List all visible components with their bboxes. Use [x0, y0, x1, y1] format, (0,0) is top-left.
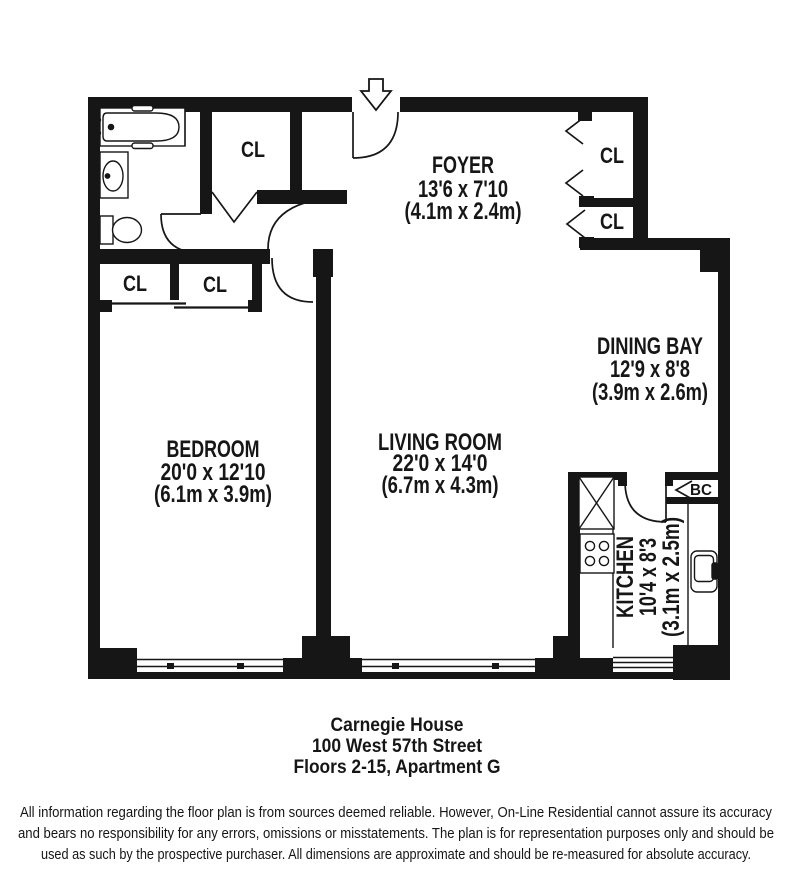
kitchen-dim-imperial: 10'4 x 8'3: [635, 511, 662, 616]
wall-right: [718, 238, 730, 680]
wall-hall-closet-right: [290, 112, 302, 192]
living-room-dim-imperial: 22'0 x 14'0: [392, 450, 488, 477]
stove-burner: [599, 556, 608, 565]
building-address: 100 West 57th Street: [312, 736, 483, 757]
bathtub-grab-bar: [132, 143, 153, 149]
building-name: Carnegie House: [330, 715, 464, 736]
wall-bottom-sill: [88, 672, 730, 679]
stove-burner: [599, 541, 608, 550]
bathtub: [97, 106, 186, 149]
disclaimer-line-2: and bears no responsibility for any errors, omissions or misstatements. The plan is for representation purposes only and should be: [18, 826, 774, 842]
foyer-label: FOYER: [432, 152, 494, 179]
disclaimer-line-3: used as such by the prospective purchaser. All dimensions are approximate and should be re-measured for absolute accuracy.: [41, 847, 751, 863]
closet-label-foyer-2: CL: [600, 209, 624, 234]
jamb-right-closet-bottom: [579, 237, 594, 248]
stove: [580, 534, 614, 573]
stove-burner: [585, 541, 594, 550]
dining-bay-label: DINING BAY: [597, 333, 703, 360]
kitchen-sink: [691, 551, 718, 592]
wall-kitchen-top-east: [667, 472, 718, 480]
bathtub-tap: [97, 118, 101, 122]
living-room-dim-metric: (6.7m x 4.3m): [381, 472, 499, 499]
apartment-info: Floors 2-15, Apartment G: [293, 757, 501, 778]
broom-closet-label: BC: [690, 482, 713, 499]
window-mullion: [492, 663, 499, 669]
kitchen-sink-faucet: [712, 563, 718, 579]
jamb-bedroom-closet-right: [248, 300, 262, 312]
dining-bay-dim-metric: (3.9m x 2.6m): [592, 379, 708, 406]
entry-door-arc: [353, 112, 398, 158]
wall-bedroom-living-divider: [316, 249, 331, 641]
stove-burner: [585, 556, 594, 565]
toilet-bowl: [113, 218, 142, 243]
wall-left: [88, 97, 100, 648]
title-block: [294, 715, 501, 778]
jamb-right-closet-mid: [579, 196, 594, 207]
refrigerator: [579, 477, 614, 529]
bathroom-sink: [100, 152, 128, 198]
wall-kitchen-left: [568, 472, 580, 648]
right-closet-bifold: [566, 118, 583, 144]
wall-upper-right: [633, 97, 648, 249]
pier-center-upper: [302, 636, 350, 660]
toilet-tank: [100, 216, 113, 244]
closet-label-hall: CL: [241, 137, 265, 162]
window-mullion: [392, 663, 399, 669]
foyer-hall-door-arc: [268, 197, 345, 249]
entrance-arrow-icon: [361, 79, 391, 110]
bathtub-drain: [108, 124, 113, 129]
wall-closet-divider-stub: [170, 264, 179, 300]
right-closet-bifold: [566, 170, 583, 196]
kitchen-dim-metric: (3.1m x 2.5m): [658, 484, 685, 637]
living-room-label: LIVING ROOM: [378, 429, 502, 456]
toilet: [100, 216, 142, 244]
bathtub-tap: [97, 131, 101, 135]
wall-bathroom-right: [200, 112, 212, 214]
disclaimer-line-1: All information regarding the floor plan is from sources deemed reliable. However, On-Line Residential cannot assure its accuracy: [20, 805, 773, 821]
foyer-dim-imperial: 13'6 x 7'10: [418, 176, 508, 203]
bedroom-label: BEDROOM: [166, 436, 260, 463]
kitchen-sink-basin: [695, 556, 714, 582]
kitchen-label: KITCHEN: [612, 511, 639, 618]
foyer-dim-metric: (4.1m x 2.4m): [404, 198, 522, 225]
closet-label-foyer-1: CL: [600, 143, 624, 168]
disclaimer-block: [18, 805, 774, 863]
hall-closet-double-door: [212, 192, 257, 222]
kitchen-door-arc: [625, 481, 666, 522]
dining-bay-dim-imperial: 12'9 x 8'8: [610, 356, 690, 383]
right-closet-bifold: [567, 210, 585, 238]
window-mullion: [167, 663, 174, 669]
bathtub-grab-bar: [132, 106, 153, 112]
wall-top-right: [400, 97, 648, 112]
sink-faucet: [105, 174, 109, 178]
bedroom-dim-imperial: 20'0 x 12'10: [160, 459, 266, 486]
bedroom-door-arc: [272, 258, 313, 302]
closet-label-bedroom-1: CL: [123, 271, 147, 296]
window-mullion: [237, 663, 244, 669]
wall-bathroom-south: [88, 249, 270, 264]
jamb-bedroom-closet-left: [98, 300, 112, 312]
stove-outline: [580, 534, 614, 573]
bathtub-basin: [103, 113, 179, 141]
bathroom-door-arc: [161, 214, 201, 253]
closet-label-bedroom-2: CL: [203, 272, 227, 297]
bedroom-dim-metric: (6.1m x 3.9m): [154, 481, 272, 508]
wall-bedroom-closet-right: [252, 264, 262, 304]
